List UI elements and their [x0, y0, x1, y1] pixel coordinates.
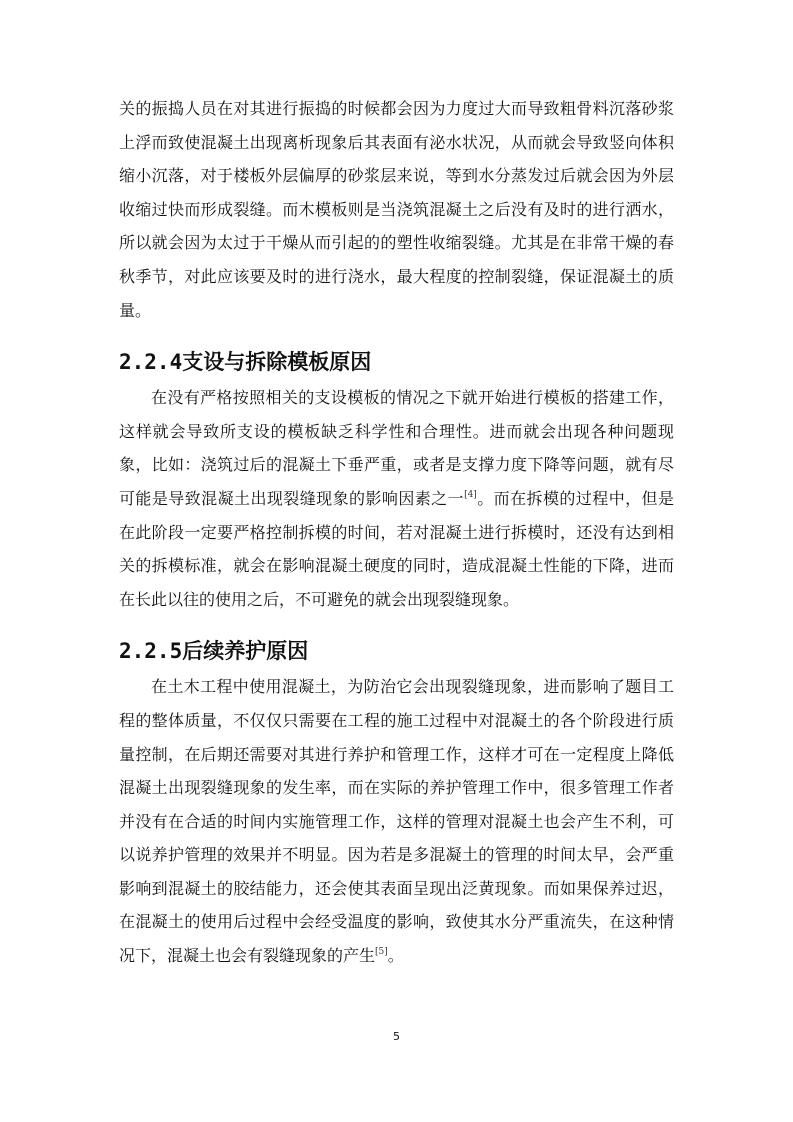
section-number: 2.2.5: [119, 639, 183, 664]
citation-ref[interactable]: [4]: [464, 489, 477, 500]
section-heading-2-2-4: [119, 345, 674, 379]
page-content: [119, 92, 674, 973]
section-title: 支设与拆除模板原因: [182, 350, 372, 375]
paragraph-text: 在没有严格按照相关的支设模板的情况之下就开始进行模板的搭建工作，这样就会导致所支设的模板缺乏科学性和合理性。进而就会出现各种问题现象，比如：浇筑过后的混凝土下垂严重，或者是支撑力度下降等问题，就有尽可能是导致混凝土出现裂缝现象的影响因素之一: [119, 388, 674, 508]
paragraph-2-2-4: [119, 381, 674, 616]
page-number: 5: [393, 1030, 400, 1043]
paragraph-2-2-5: [119, 670, 674, 972]
paragraph-text: 在土木工程中使用混凝土，为防治它会出现裂缝现象，进而影响了题目工程的整体质量，不仅仅只需要在工程的施工过程中对混凝土的各个阶段进行质量控制，在后期还需要对其进行养护和管理工作，这样才可在一定程度上降低混凝土出现裂缝现象的发生率，而在实际的养护管理工作中，很多管理工作者并没有在合适的时间内实施管理工作，这样的管理对混凝土也会产生不利，可以说养护管理的效果并不明显。因为若是多混凝土的管理的时间太早，会严重影响到混凝土的胶结能力，还会使其表面呈现出泛黄现象。而如果保养过迟，在混凝土的使用后过程中会经受温度的影响，致使其水分严重流失，在这种情况下，混凝土也会有裂缝现象的产生: [119, 677, 674, 966]
paragraph-text: 。而在拆模的过程中，但是在此阶段一定要严格控制拆模的时间，若对混凝土进行拆模时，还没有达到相关的拆模标准，就会在影响混凝土硬度的同时，造成混凝土性能的下降，进而在长此以往的使用之后，不可避免的就会出现裂缝现象。: [119, 488, 674, 609]
section-title: 后续养护原因: [182, 639, 309, 664]
paragraph-continued: [119, 92, 674, 327]
section-number: 2.2.4: [119, 350, 183, 375]
paragraph-text: 。: [387, 946, 404, 966]
paragraph-text: 关的振捣人员在对其进行振捣的时候都会因为力度过大而导致粗骨料沉落砂浆上浮而致使混凝土出现离析现象后其表面有泌水状况，从而就会导致竖向体积缩小沉落，对于楼板外层偏厚的砂浆层来说，等到水分蒸发过后就会因为外层收缩过快而形成裂缝。而木模板则是当浇筑混凝土之后没有及时的进行洒水，所以就会因为太过于干燥从而引起的的塑性收缩裂缝。尤其是在非常干燥的春秋季节，对此应该要及时的进行浇水，最大程度的控制裂缝，保证混凝土的质量。: [119, 99, 674, 320]
citation-ref[interactable]: [5]: [375, 947, 388, 958]
section-heading-2-2-5: [119, 634, 674, 668]
